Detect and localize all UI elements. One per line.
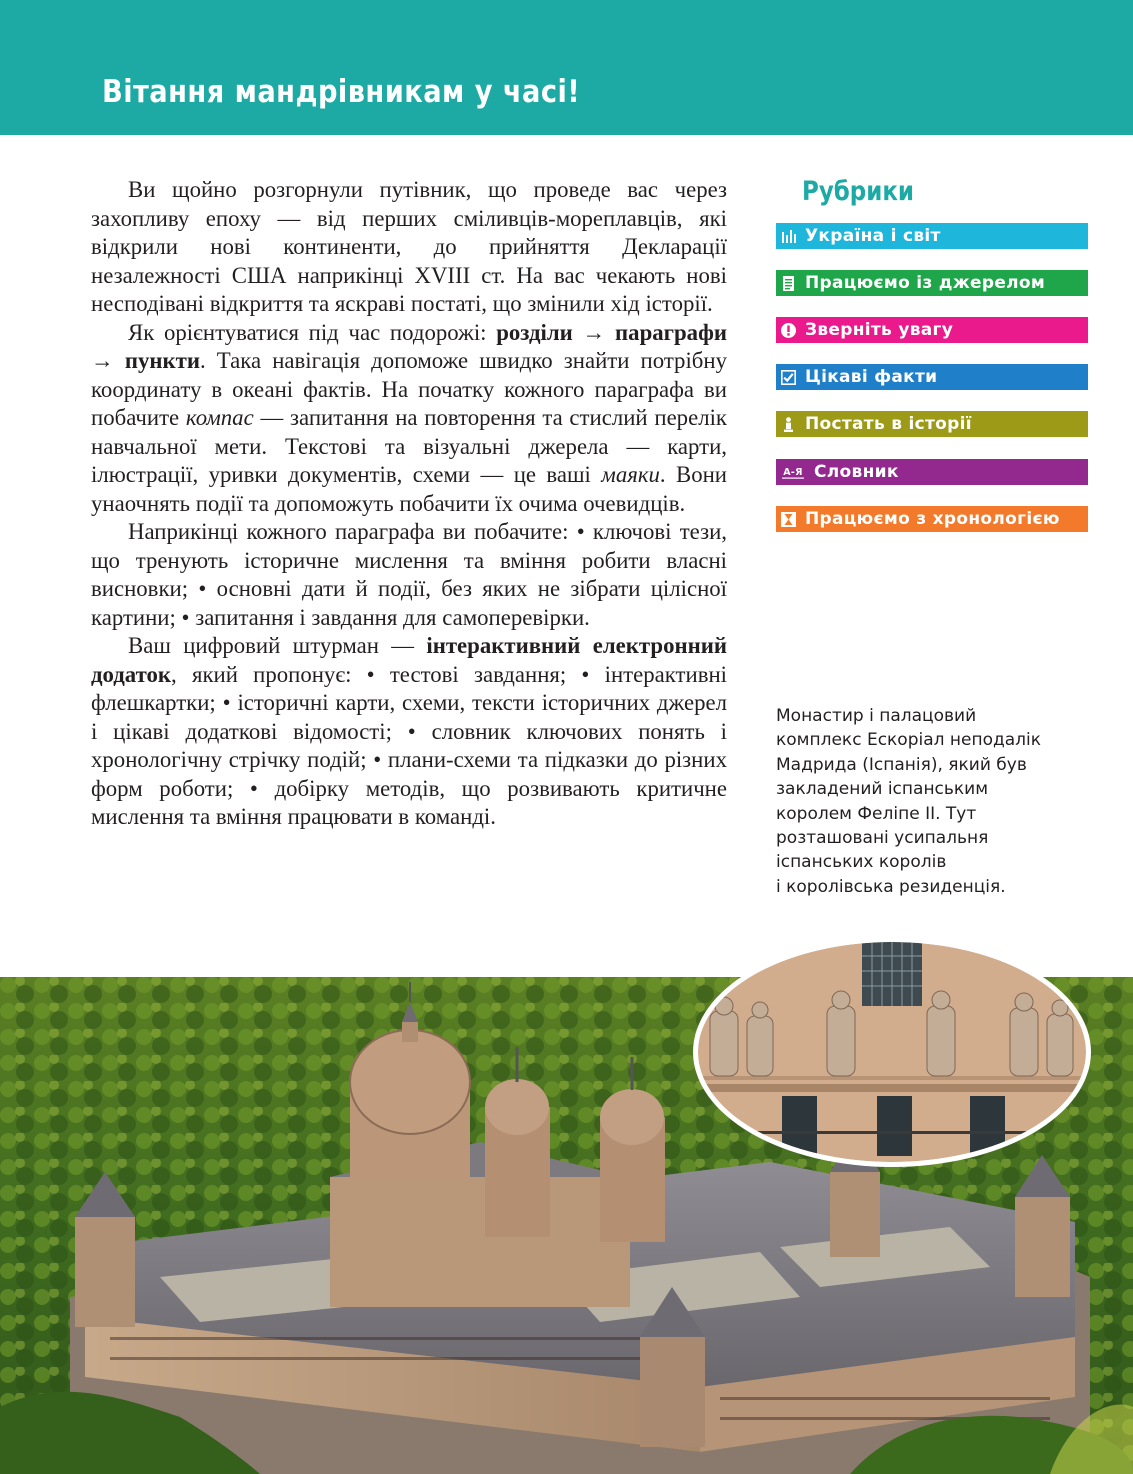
caption-line: іспанських королів — [776, 852, 947, 873]
page-title: Вітання мандрівникам у часі! — [102, 74, 581, 110]
paragraph-navigation — [91, 319, 727, 519]
rubric-label: Працюємо із джерелом — [805, 273, 1046, 293]
person-icon — [781, 417, 796, 432]
rubric-interesting-facts — [776, 364, 1088, 390]
navigation-description-text: . Така навігація допоможе швидко знайти потрібну координату в океані фактів. На початку кожного параграфа ви побачите — [91, 348, 727, 430]
caption-line: королем Феліпе ІІ. Тут — [776, 803, 977, 824]
caption-line: комплекс Ескоріал неподалік — [776, 730, 1042, 751]
bars-icon — [781, 229, 796, 244]
photo-caption — [776, 704, 1056, 899]
beacons-term: маяки — [601, 462, 660, 487]
navigation-structure-text: розділи → параграфи → пункти — [91, 319, 727, 373]
caption-line: і королівська резиденція. — [776, 876, 1006, 897]
rubric-label: Працюємо з хронологією — [805, 509, 1060, 529]
paragraph-summary: Наприкінці кожного параграфа ви побачите: • ключові тези, що тренують історичне мислення та вміння робити власні висновки; • основні дати й події, без яких не зібрати цілісної картини; • запитання і завдання для самоперевірки. — [91, 519, 727, 630]
caption-line: розташовані усипальня — [776, 828, 989, 849]
document-icon — [781, 276, 796, 291]
checkbox-icon — [781, 370, 796, 385]
svg-text:А-Я: А-Я — [783, 466, 803, 478]
compass-description-text: — запитання на повторення та стислий перелік навчальної мети. Текстові та візуальні джерела — карти, ілюстрації, уривки документів, схеми — це ваші — [91, 405, 727, 487]
rubric-chronology — [776, 506, 1088, 532]
facade-statues-inset — [692, 936, 1092, 1168]
exclamation-icon — [781, 323, 796, 338]
rubric-label: Постать в історії — [805, 414, 972, 434]
digital-app-term: інтерактивний електронний додаток — [91, 633, 728, 687]
paragraph-intro: Ви щойно розгорнули путівник, що проведе вас через захопливу епоху — від перших сміливців-мореплавців, які відкрили нові континенти, до прийняття Декларації незалежності США наприкінці XVIII ст. На вас чекають нові несподівані відкриття та яскраві постаті, що змінили хід історії. — [91, 177, 727, 316]
rubric-label: Словник — [814, 462, 899, 482]
caption-line: Монастир і палацовий — [776, 706, 977, 726]
beacons-description-text: . Вони унаочнять події та допоможуть побачити їх очима очевидців. — [91, 462, 727, 516]
rubric-figure-in-history — [776, 411, 1088, 437]
rubric-attention — [776, 317, 1088, 343]
main-text — [91, 176, 727, 832]
rubric-label: Цікаві факти — [805, 367, 938, 387]
page-header — [0, 0, 1133, 135]
rubrics-title: Рубрики — [802, 176, 914, 207]
compass-term: компас — [185, 405, 254, 430]
caption-line: Мадрида (Іспанія), який був — [776, 754, 1027, 775]
caption-line: закладений іспанським — [776, 779, 989, 800]
navigation-intro-text: Як орієнтуватися під час подорожі: — [128, 319, 497, 345]
rubric-ukraine-and-world — [776, 223, 1088, 249]
rubric-dictionary — [776, 459, 1088, 485]
rubric-working-with-source — [776, 270, 1088, 296]
rubric-label: Зверніть увагу — [805, 320, 954, 340]
paragraph-digital-app — [91, 632, 727, 832]
hourglass-icon — [781, 512, 796, 527]
digital-app-features-text: , який пропонує: • тестові завдання; • інтерактивні флешкартки; • історичні карти, схеми, тексти історичних джерел і цікаві додаткові відомості; • словник ключових понять і хронологічну стрічку подій; • плани-схеми та підказки до різних форм роботи; • добірку методів, що розвивають критичне мислення та вміння працювати в команді. — [91, 661, 727, 829]
dictionary-icon — [781, 465, 805, 480]
digital-app-intro-text: Ваш цифровий штурман — — [128, 633, 427, 658]
rubric-label: Україна і світ — [805, 226, 941, 246]
